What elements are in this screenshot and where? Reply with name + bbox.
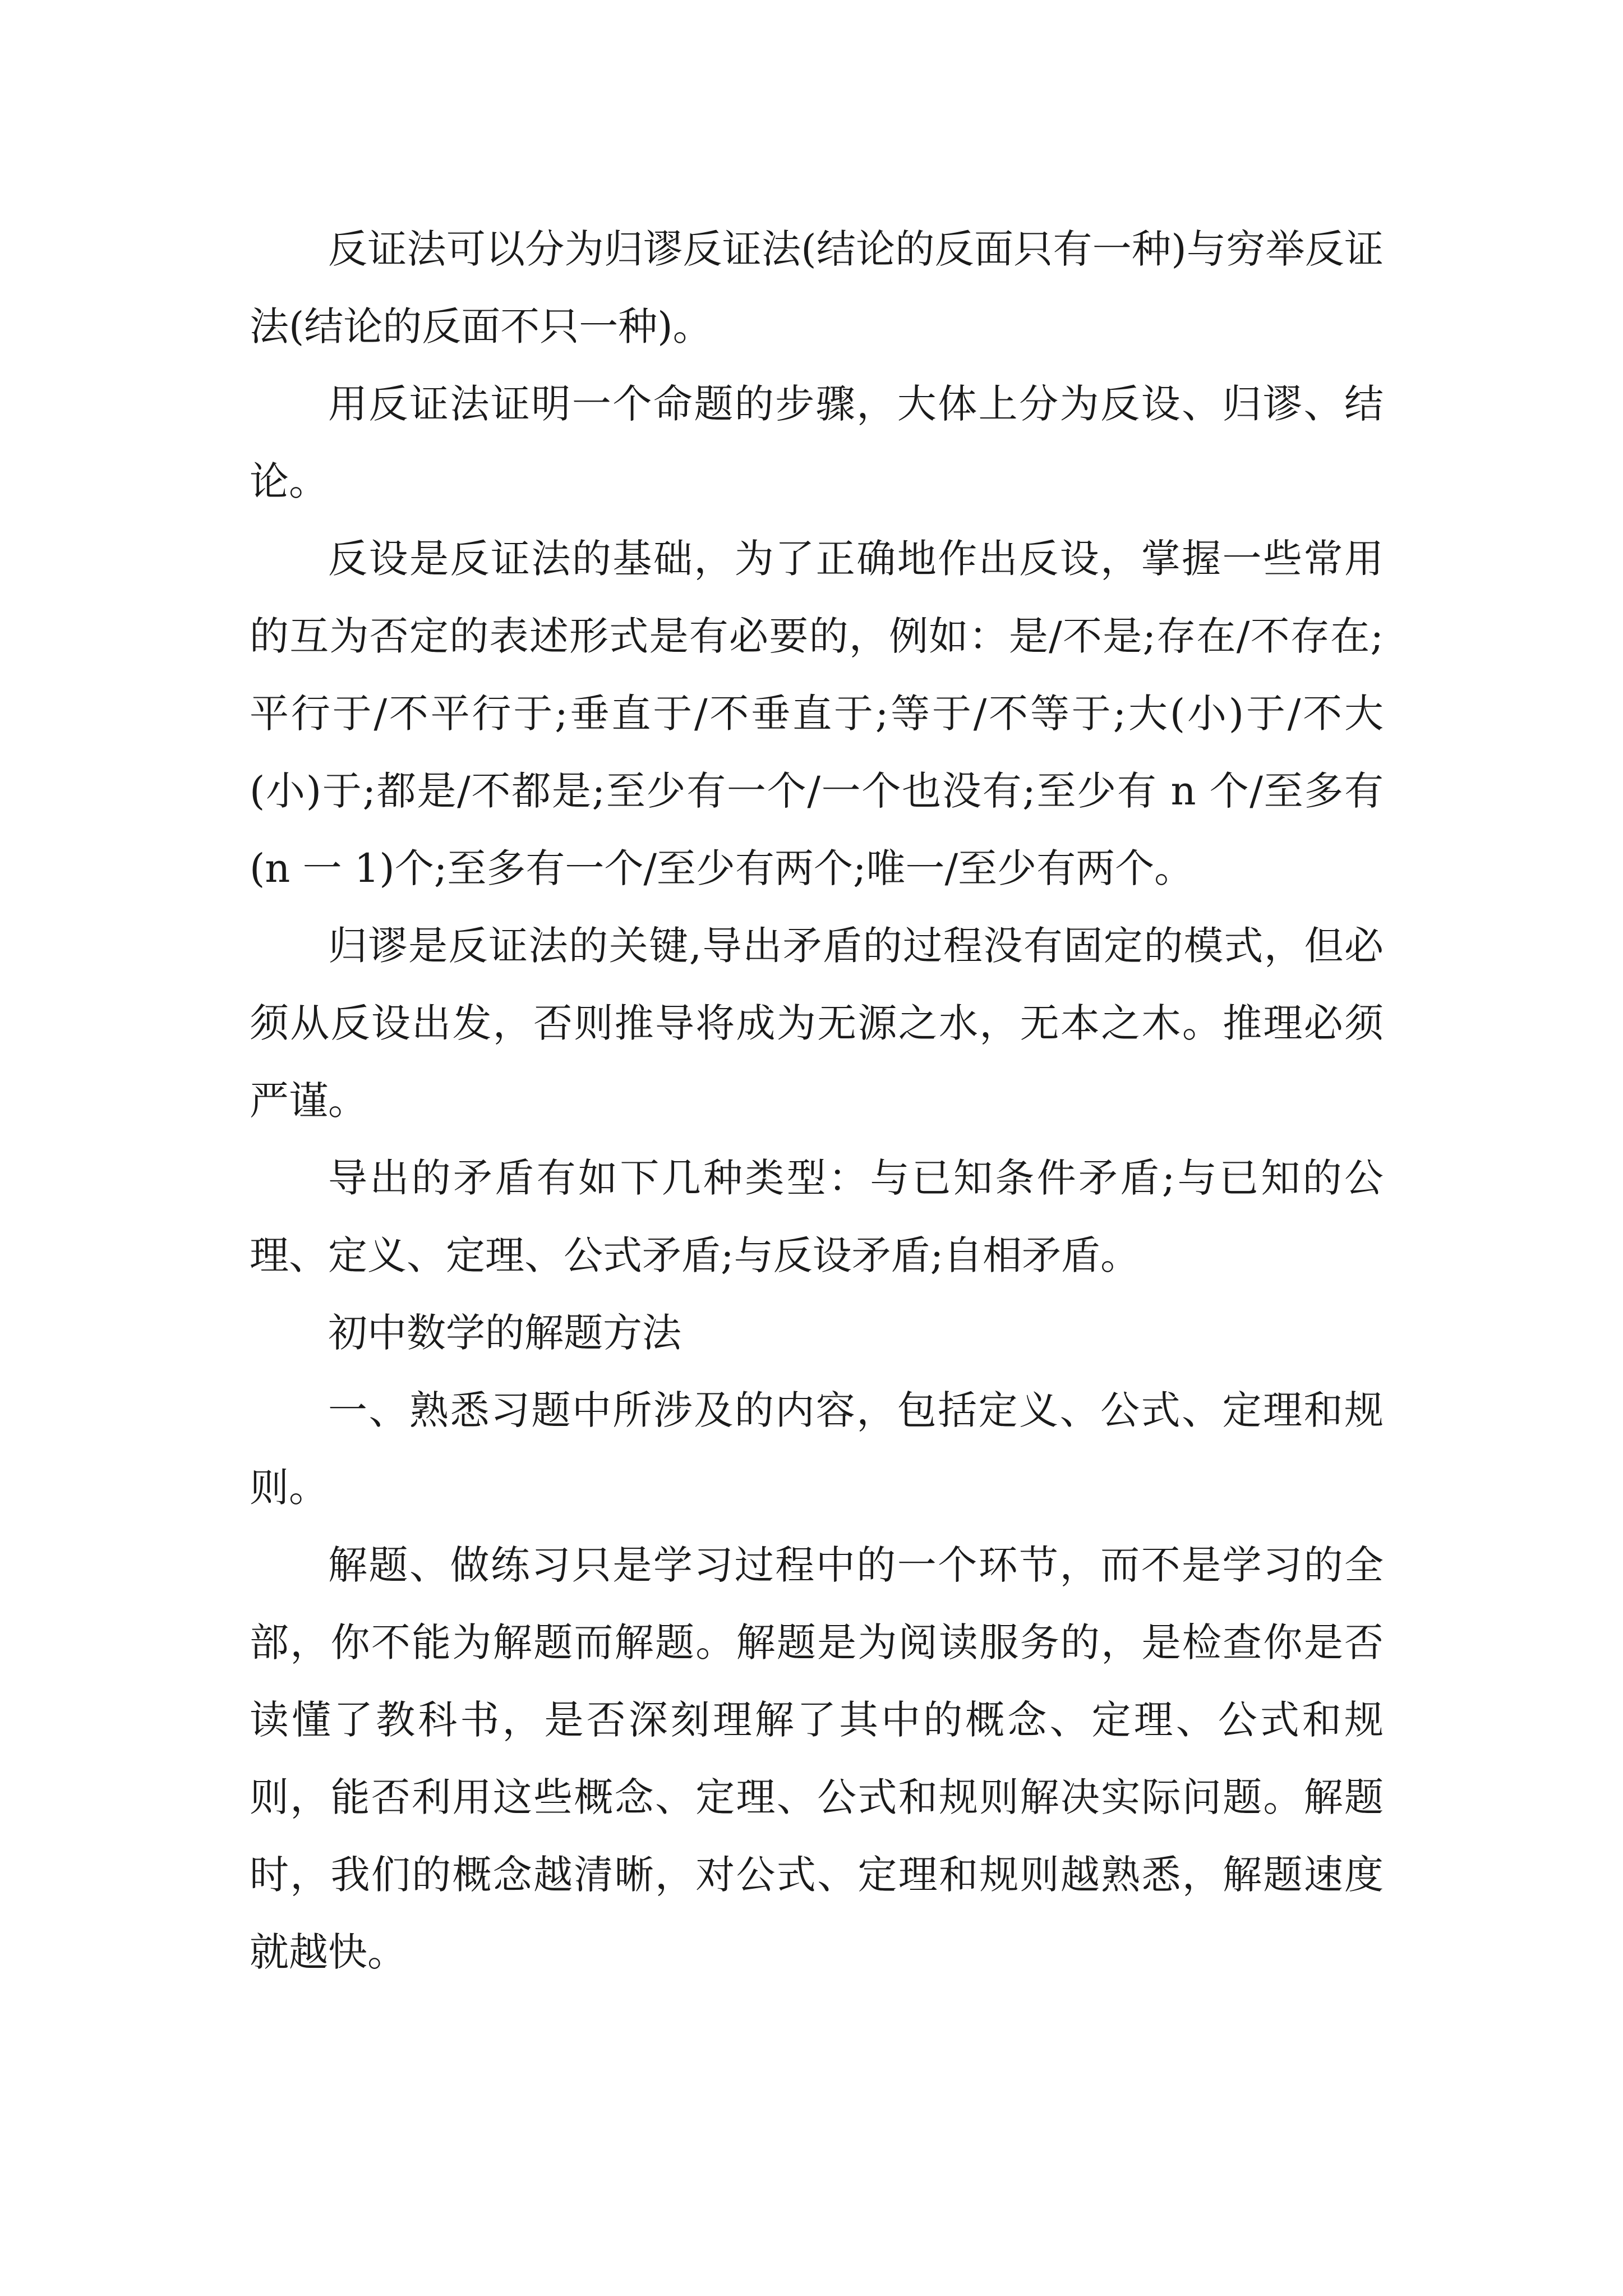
paragraph-proof-types: 反证法可以分为归谬反证法(结论的反面只有一种)与穷举反证法(结论的反面不只一种)。 bbox=[250, 226, 1384, 349]
paragraph-contradiction-key: 归谬是反证法的关键,导出矛盾的过程没有固定的模式，但必须从反设出发，否则推导将成为无源之水，无本之木。推理必须严谨。 bbox=[250, 923, 1384, 1124]
paragraph-contradiction-types: 导出的矛盾有如下几种类型：与已知条件矛盾;与已知的公理、定义、定理、公式矛盾;与反设矛盾;自相矛盾。 bbox=[250, 1155, 1384, 1278]
paragraph-problem-solving: 解题、做练习只是学习过程中的一个环节，而不是学习的全部，你不能为解题而解题。解题是为阅读服务的，是检查你是否读懂了教科书，是否深刻理解了其中的概念、定理、公式和规则，能否利用这些概念、定理、公式和规则解决实际问题。解题时，我们的概念越清晰，对公式、定理和规则越熟悉，解题速度就越快。 bbox=[250, 1542, 1384, 1975]
paragraph-method-one: 一、熟悉习题中所涉及的内容，包括定义、公式、定理和规则。 bbox=[250, 1387, 1384, 1511]
section-heading-methods: 初中数学的解题方法 bbox=[328, 1310, 681, 1356]
document-body bbox=[250, 210, 1384, 1991]
paragraph-negation-forms: 反设是反证法的基础，为了正确地作出反设，掌握一些常用的互为否定的表述形式是有必要的，例如：是/不是;存在/不存在;平行于/不平行于;垂直于/不垂直于;等于/不等于;大(小)于/不大(小)于;都是/不都是;至少有一个/一个也没有;至少有 n 个/至多有(n 一 1)个;至多有一个/至少有两个;唯一/至少有两个。 bbox=[250, 536, 1384, 891]
paragraph-proof-steps: 用反证法证明一个命题的步骤，大体上分为反设、归谬、结论。 bbox=[250, 381, 1384, 504]
